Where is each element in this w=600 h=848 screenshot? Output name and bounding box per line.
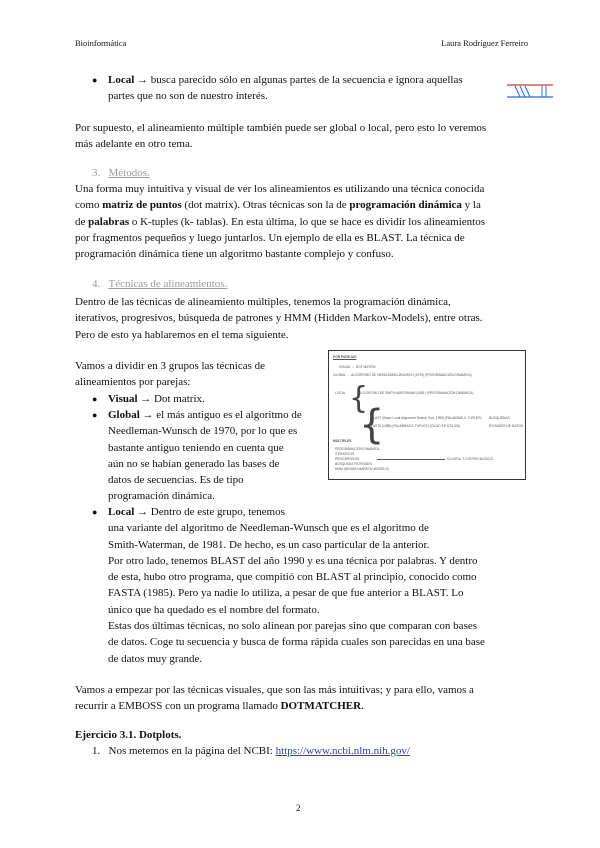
- section-3-body: Una forma muy intuitiva y visual de ver los alineamientos es utilizando una técnica conocida como matriz de puntos (dot matrix). Otras técnicas son la de programación dinámica y la de palabras o K-tuples (k- tablas). En esta última, lo que se hace es dividir los alineamientos por fragmentos pequeños y luego juntarlos. Un ejemplo de ella es BLAST. La técnica de programación dinámica tiene un algoritmo bastante complejo y confuso.: [75, 183, 485, 261]
- emboss-paragraph: Vamos a empezar por las técnicas visuales, que son las más intuitivas; y para ello, vamos a recurrir a EMBOSS con un programa llamado DOTMATCHER.: [75, 684, 474, 713]
- local-text-2: partes que no son de nuestro interés.: [108, 90, 268, 103]
- bullet-icon: ●: [92, 507, 98, 517]
- header-left: Bioinformática: [75, 38, 127, 48]
- pairs-intro: Vamos a dividir en 3 grupos las técnicas de alineamientos por parejas:: [75, 360, 266, 389]
- arrow: →: [137, 74, 149, 86]
- section-4-body: Dentro de las técnicas de alineamiento múltiples, tenemos la programación dinámica, iterativos, progresivos, búsqueda de patrones y HMM (Hidden Markov-Models), entre otras. Pero de esto ya hablaremos en el tema siguiente.: [75, 296, 483, 341]
- bullet-icon: ●: [92, 410, 98, 420]
- alignment-classification-figure: POR PAREJAS VISUAL → DOT MATRIX GLOBAL → ALGORITMO DE NEEDLEMAN-WUNSCH (1970) (PROGRAMACIÓN DINÁMICA) LOCAL { ALGORITMO DE SMITH-WATERMAN (1981) (PROGRAMACIÓN DINÁMICA) { BLAST (Basic Local Alignment Search Tool, 1990) (PALABRAS K-TUPLES) BÚSQUEDAS FASTA (1985) (PALABRAS K-TUPLES) (YA NO SE UTILIZA) EN BASES DE DATOS MÚLTIPLES PROGRAMACIÓN DINÁMICA ITERATIVOS PROGRESIVOS CLUSTAL T-COFFEE MUSCLE BÚSQUEDA PATRONES HMM (HIDDEN MARKOV MODELS): [328, 350, 526, 480]
- bullet-icon: ●: [92, 75, 98, 85]
- page-number: 2: [296, 803, 301, 813]
- section-3-heading: 3. Métodos.: [92, 167, 150, 179]
- global-item: Global → el más antiguo es el algoritmo de Needleman-Wunsch de 1970, por lo que es bastante antiguo teniendo en cuenta que aún no se habían generado las bases de datos de secuencias. Es de tipo programación dinámica.: [108, 409, 302, 503]
- local-text-1: busca parecido sólo en algunas partes de la secuencia e ignora aquellas: [148, 74, 463, 86]
- exercise-title: Ejercicio 3.1. Dotplots.: [75, 729, 182, 741]
- ncbi-link[interactable]: https://www.ncbi.nlm.nih.gov/: [275, 745, 410, 757]
- local-term: Local: [108, 74, 135, 86]
- visual-item: Visual → Dot matrix.: [108, 393, 205, 405]
- header-right: Laura Rodríguez Ferreiro: [441, 38, 528, 48]
- exercise-item: 1. Nos metemos en la página del NCBI: https://www.ncbi.nlm.nih.gov/: [92, 745, 410, 757]
- section-4-heading: 4. Técnicas de alineamientos.: [92, 278, 228, 290]
- local-alignment-diagram: [505, 80, 555, 102]
- bullet-icon: ●: [92, 394, 98, 404]
- local-bullet: [108, 72, 503, 105]
- local-item: Local → Dentro de este grupo, tenemos una variante del algoritmo de Needleman-Wunsch que es el algoritmo de Smith-Waterman, de 1981. De hecho, es un caso particular de la anterior. Por otro lado, tenemos BLAST del año 1990 y es una técnica por palabras. Y dentro de esta, hubo otro programa, que compitió con BLAST al principio, conocido como FASTA (1985). Pero ya nadie lo utiliza, a pesar de que fue anterior a BLAST. Lo único que ha quedado es el nombre del formato. Estas dos últimas técnicas, no solo alinean por parejas sino que comparan con bases de datos. Coge tu secuencia y busca de forma rápida cuales son parecidas en una base de datos muy grande.: [108, 506, 485, 665]
- paragraph-multiple: Por supuesto, el alineamiento múltiple también puede ser global o local, pero esto lo veremos más adelante en otro tema.: [75, 122, 487, 151]
